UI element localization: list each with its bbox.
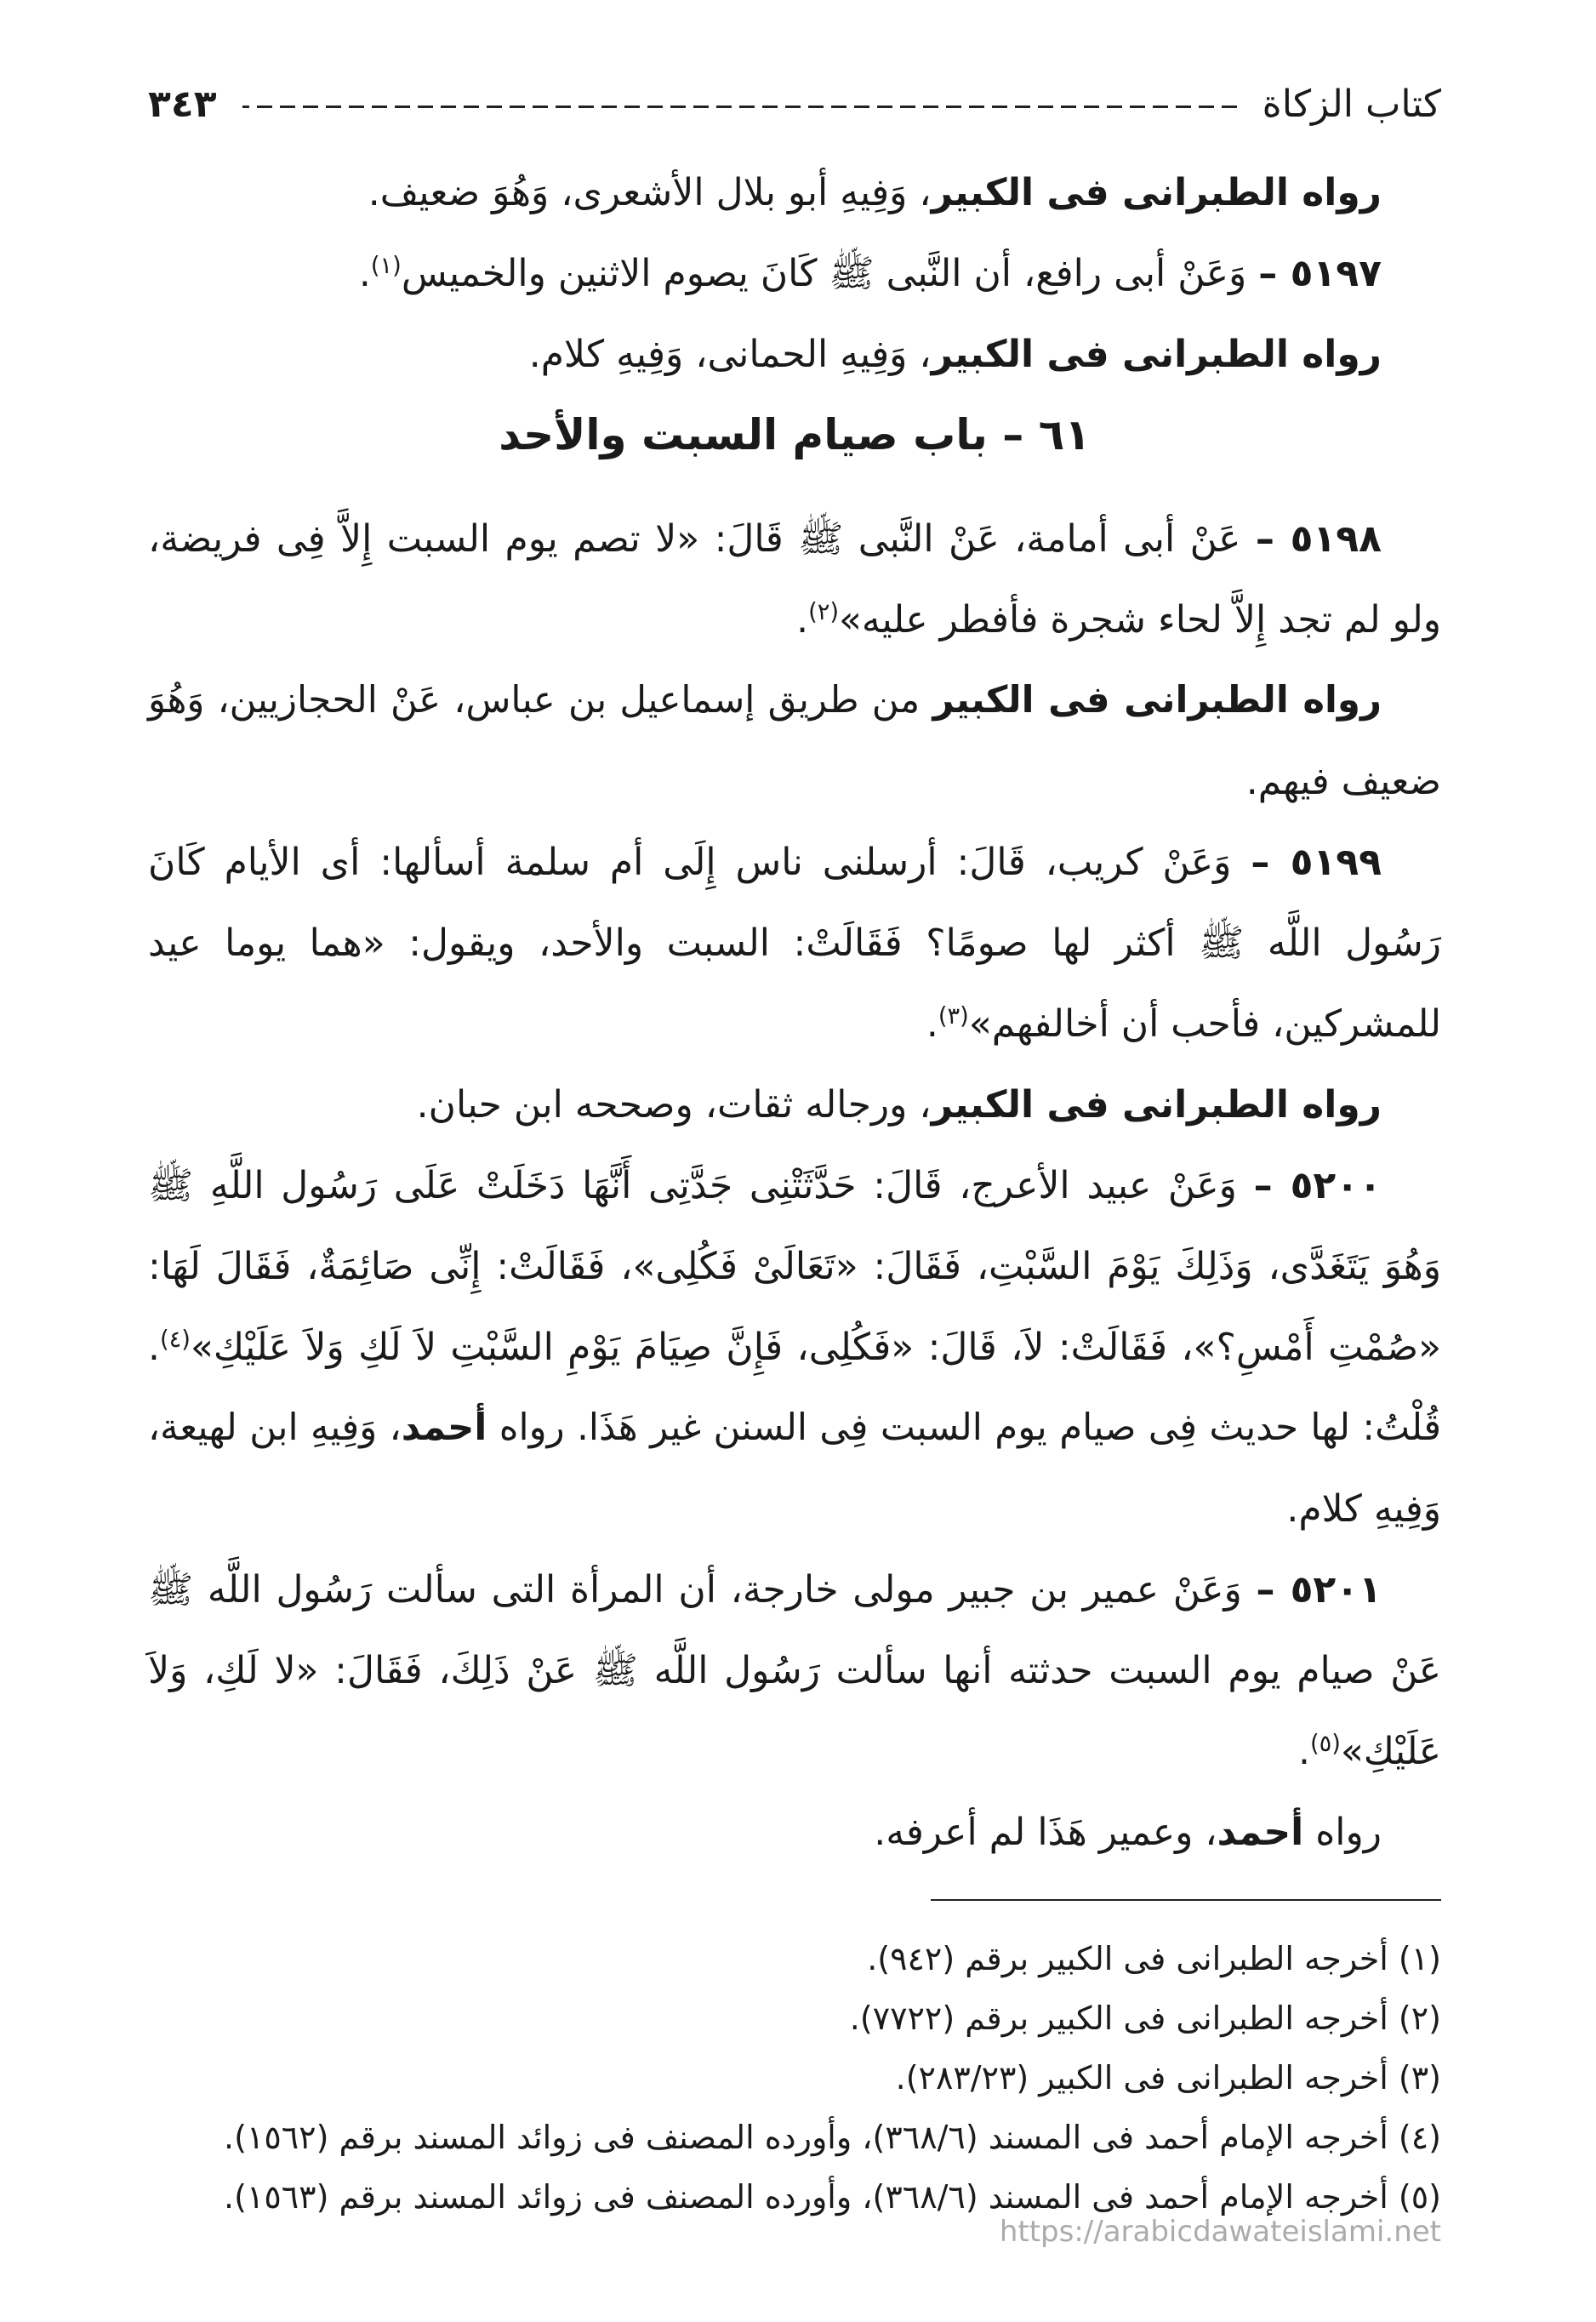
text-line (148, 1307, 1441, 1388)
page-number: ٣٤٣ (148, 82, 217, 126)
footnote: (٢) أخرجه الطبرانى فى الكبير برقم (٧٧٢٢). (849, 2000, 1441, 2037)
text-run: عَنْ أبى أمامة، عَنْ النَّبى ﷺ قَالَ: «لا تصم يوم السبت إِلاَّ فِى فريضة، (148, 517, 1256, 561)
text-line (148, 660, 1441, 741)
paragraph (148, 660, 1441, 822)
footnotes (148, 1929, 1441, 2227)
paragraph (148, 1549, 1441, 1792)
text-line (148, 152, 1441, 233)
paragraph (148, 1145, 1441, 1549)
footnote: (٤) أخرجه الإمام أحمد فى المسند (٣٦٨/٦)، وأورده المصنف فى زوائد المسند برقم (١٥٦٢). (224, 2119, 1441, 2156)
text-run: . (358, 252, 371, 295)
bold-text: ٥٢٠٠ – (1253, 1164, 1382, 1207)
text-line (148, 233, 1441, 314)
text-run: . (1297, 1730, 1310, 1773)
text-line (148, 579, 1441, 660)
paragraph (148, 822, 1441, 1064)
text-line (148, 395, 1441, 476)
text-run: . (926, 1002, 938, 1046)
section-heading (148, 395, 1441, 476)
footnote-ref: (١) (370, 253, 402, 279)
text-run: وَعَنْ عمير بن جبير مولى خارجة، أن المرأة التى سألت رَسُول اللَّه ﷺ (148, 1568, 1257, 1612)
watermark-url: https://arabicdawateislami.net (999, 2215, 1441, 2249)
bold-text: ٥٢٠١ – (1256, 1568, 1382, 1612)
text-run: عَلَيْكِ» (1340, 1730, 1441, 1773)
paragraph (148, 233, 1441, 314)
footnote-separator (931, 1899, 1441, 1901)
bold-text: ٦١ – باب صيام السبت والأحد (499, 410, 1091, 459)
bold-text: ٥١٩٩ – (1251, 841, 1382, 884)
header-dashed-rule (242, 106, 1237, 108)
text-line (148, 1549, 1441, 1630)
footnote-ref: (٥) (1309, 1731, 1341, 1757)
footnote: (٣) أخرجه الطبرانى فى الكبير (٢٨٣/٢٣). (895, 2059, 1441, 2097)
text-run: رَسُول اللَّه ﷺ أكثر لها صومًا؟ فَقَالَتْ: السبت والأحد، ويقول: «هما يوما عيد (148, 921, 1441, 965)
text-run: ولو لم تجد إِلاَّ لحاء شجرة فأفطر عليه» (839, 598, 1441, 642)
text-run: ، وَفِيهِ الحمانى، وَفِيهِ كلام. (528, 333, 932, 376)
text-run: وَعَنْ عبيد الأعرج، قَالَ: حَدَّثَتْنِى جَدَّتِى أَنَّهَا دَخَلَتْ عَلَى رَسُول اللَّهِ ﷺ (148, 1164, 1254, 1207)
text-run: رواه (1303, 1811, 1382, 1854)
text-run: وَفِيهِ كلام. (1286, 1487, 1441, 1531)
bold-text: رواه الطبرانى فى الكبير (931, 1083, 1382, 1127)
footnote-ref: (٣) (938, 1003, 969, 1030)
paragraph (148, 1792, 1441, 1873)
text-line (148, 1226, 1441, 1307)
text-run: . (796, 598, 809, 642)
text-line (148, 1630, 1441, 1711)
text-run: ضعيف فيهم. (1245, 760, 1441, 803)
text-line (148, 1469, 1441, 1549)
text-line (148, 499, 1441, 579)
text-run: وَهُوَ يَتَغَدَّى، وَذَلِكَ يَوْمَ السَّبْتِ، فَقَالَ: «تَعَالَىْ فَكُلِى»، فَقَالَتْ: إِنِّى صَائِمَةٌ، فَقَالَ لَهَا: (148, 1245, 1441, 1288)
footnote: (٥) أخرجه الإمام أحمد فى المسند (٣٦٨/٦)، وأورده المصنف فى زوائد المسند برقم (١٥٦٣). (224, 2178, 1441, 2216)
text-run: عَنْ صيام يوم السبت حدثته أنها سألت رَسُول اللَّه ﷺ عَنْ ذَلِكَ، فَقَالَ: «لا لَكِ، وَلاَ (148, 1649, 1441, 1692)
bold-text: رواه الطبرانى فى الكبير (932, 679, 1382, 722)
paragraph (148, 1064, 1441, 1145)
text-line (148, 1711, 1441, 1792)
text-run: وَعَنْ كريب، قَالَ: أرسلنى ناس إِلَى أم سلمة أسألها: أى الأيام كَانَ (148, 841, 1251, 884)
text-run: للمشركين، فأحب أن أخالفهم» (968, 1002, 1441, 1046)
text-line (148, 1064, 1441, 1145)
text-line (148, 1792, 1441, 1873)
text-line (148, 314, 1441, 395)
paragraph (148, 314, 1441, 395)
text-run: «صُمْتِ أَمْسِ؟»، فَقَالَتْ: لاَ، قَالَ: «فَكُلِى، فَإِنَّ صِيَامَ يَوْمِ السَّبْتِ لاَ لَكِ وَلاَ عَلَيْكِ» (190, 1326, 1441, 1369)
text-run: من طريق إسماعيل بن عباس، عَنْ الحجازيين، وَهُوَ (148, 679, 933, 722)
paragraph (148, 152, 1441, 233)
bold-text: ٥١٩٧ – (1258, 252, 1382, 295)
text-line (148, 741, 1441, 822)
text-run: ، وَفِيهِ أبو بلال الأشعرى، وَهُوَ ضعيف. (368, 171, 932, 214)
text-run: ، وعمير هَذَا لم أعرفه. (874, 1811, 1217, 1854)
text-line (148, 1388, 1441, 1469)
text-line (148, 822, 1441, 903)
text-run: . (148, 1326, 160, 1369)
running-header (148, 75, 1441, 133)
bold-text: رواه الطبرانى فى الكبير (931, 171, 1382, 214)
text-line (148, 1145, 1441, 1226)
footnote: (١) أخرجه الطبرانى فى الكبير برقم (٩٤٢). (867, 1940, 1441, 1977)
bold-text: رواه الطبرانى فى الكبير (931, 333, 1382, 376)
footnote-ref: (٤) (160, 1326, 191, 1353)
text-run: ، ورجاله ثقات، وصححه ابن حبان. (416, 1083, 932, 1127)
bold-text: ٥١٩٨ – (1255, 517, 1382, 561)
main-text (148, 152, 1441, 1873)
text-line (148, 984, 1441, 1064)
paragraph (148, 499, 1441, 660)
chapter-title: كتاب الزكاة (1262, 82, 1441, 126)
bold-text: أحمد (1217, 1811, 1304, 1854)
text-run: قُلْتُ: لها حديث فِى صيام يوم السبت فِى السنن غير هَذَا. رواه (487, 1406, 1441, 1449)
text-line (148, 903, 1441, 984)
text-run: وَعَنْ أبى رافع، أن النَّبى ﷺ كَانَ يصوم الاثنين والخميس (401, 252, 1259, 295)
text-run: ، وَفِيهِ ابن لهيعة، (148, 1406, 402, 1449)
bold-text: أحمد (401, 1406, 487, 1449)
footnote-ref: (٢) (808, 599, 839, 625)
